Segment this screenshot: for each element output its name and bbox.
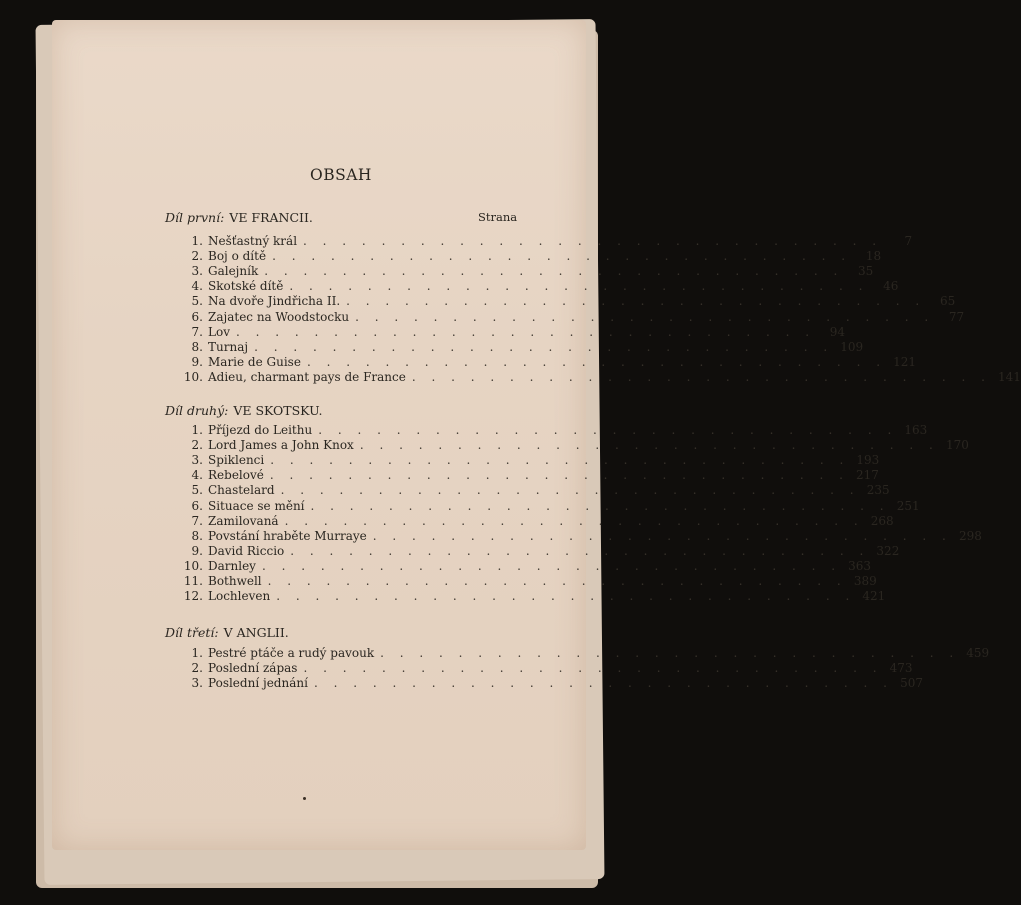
leader-dots: . . . . . . . . . . . . . . . . . . . . . . . . . . . . . . — [272, 249, 852, 264]
toc-entry — [170, 646, 990, 661]
entry-page: 217 — [856, 468, 879, 483]
section-part-label: Díl první: — [165, 210, 225, 225]
entry-title: Lov — [208, 324, 230, 339]
entry-number: 3. — [191, 453, 203, 468]
entry-number: 8. — [191, 339, 203, 354]
entry-title: Zajatec na Woodstocku — [208, 309, 350, 324]
entry-number: 11. — [183, 574, 203, 588]
leader-dots: . . . . . . . . . . . . . . . . . . . . . . . . . . . . . . — [306, 354, 887, 369]
section-title: VE FRANCII. — [229, 210, 313, 225]
entry-number: 3. — [191, 676, 203, 691]
entry-number: 2. — [191, 661, 203, 676]
section-title: VE SKOTSKU. — [233, 403, 323, 418]
entry-page: 322 — [876, 543, 900, 558]
leader-dots: . . . . . . . . . . . . . . . . . . . . . . . . . . . . . . — [359, 438, 939, 453]
section-title: V ANGLII. — [223, 625, 289, 640]
entry-title: Na dvoře Jindřicha II. — [208, 294, 341, 309]
entry-page: 46 — [883, 279, 899, 294]
entry-page: 507 — [900, 676, 923, 691]
section-heading-3 — [165, 625, 289, 640]
entry-title: Nešťastný král — [208, 234, 298, 248]
page-column-label: Strana — [478, 210, 518, 224]
entry-title: Poslední jednání — [208, 676, 308, 691]
leader-dots: . . . . . . . . . . . . . . . . . . . . . . . . . . . . . . — [290, 543, 870, 558]
entry-page: 18 — [865, 249, 882, 264]
leader-dots: . . . . . . . . . . . . . . . . . . . . . . . . . . . . . . — [303, 661, 883, 676]
leader-dots: . . . . . . . . . . . . . . . . . . . . . . . . . . . . . . — [269, 468, 849, 483]
leader-dots: . . . . . . . . . . . . . . . . . . . . . . . . . . . . . . — [318, 423, 898, 437]
entry-number: 3. — [191, 264, 203, 279]
entry-page: 77 — [948, 309, 965, 324]
toc-entry — [170, 483, 890, 498]
entry-page: 121 — [893, 354, 917, 369]
toc-entry — [170, 438, 969, 453]
toc-entry — [170, 676, 923, 691]
toc-entry — [170, 279, 899, 294]
toc-entry — [170, 324, 846, 340]
toc-entry — [170, 498, 920, 514]
entry-page: 170 — [945, 438, 969, 453]
entry-title: Marie de Guise — [208, 354, 301, 369]
toc-entry — [170, 294, 956, 309]
entry-page: 193 — [856, 453, 880, 468]
entry-title: Situace se mění — [208, 498, 305, 513]
entry-page: 268 — [870, 513, 894, 528]
toc-entry — [170, 234, 913, 249]
entry-page: 459 — [966, 646, 990, 660]
entry-title: David Riccio — [208, 543, 285, 558]
toc-entry — [170, 528, 982, 544]
ink-speck — [303, 797, 306, 800]
entry-title: Galejník — [208, 264, 259, 279]
page-title: OBSAH — [310, 166, 372, 184]
entry-page: 109 — [840, 339, 864, 354]
leader-dots: . . . . . . . . . . . . . . . . . . . . . . . . . . . . . . — [372, 528, 952, 543]
entry-page: 94 — [829, 324, 846, 339]
entry-title: Pestré ptáče a rudý pavouk — [208, 646, 375, 660]
entry-page: 363 — [848, 558, 872, 573]
entry-number: 12. — [183, 589, 203, 604]
entry-number: 1. — [191, 234, 203, 248]
entry-title: Lord James a John Knox — [208, 438, 354, 453]
entry-number: 7. — [191, 324, 203, 339]
entry-title: Rebelové — [208, 468, 264, 483]
entry-title: Chastelard — [208, 483, 275, 498]
entry-title: Lochleven — [208, 589, 271, 604]
section-part-label: Díl třetí: — [165, 625, 219, 640]
entry-number: 10. — [183, 369, 203, 384]
toc-entry — [170, 453, 880, 468]
entry-number: 2. — [191, 438, 203, 453]
entry-number: 10. — [183, 558, 203, 573]
entry-number: 5. — [191, 483, 203, 498]
entry-number: 1. — [191, 423, 203, 437]
entry-page: 7 — [904, 234, 913, 248]
leader-dots: . . . . . . . . . . . . . . . . . . . . . . . . . . . . . . — [261, 558, 842, 573]
entry-page: 141 — [998, 369, 1021, 384]
entry-title: Skotské dítě — [208, 279, 284, 294]
leader-dots: . . . . . . . . . . . . . . . . . . . . . . . . . . . . . . — [289, 279, 869, 294]
entry-page: 235 — [866, 483, 890, 498]
toc-entry — [170, 423, 928, 438]
entry-number: 8. — [191, 528, 203, 543]
toc-entry — [170, 309, 965, 325]
entry-title: Adieu, charmant pays de France — [208, 369, 406, 384]
entry-page: 251 — [896, 498, 920, 513]
entry-number: 4. — [191, 468, 203, 483]
leader-dots: . . . . . . . . . . . . . . . . . . . . . . . . . . . . . . — [254, 339, 834, 354]
entry-page: 389 — [853, 574, 877, 588]
entry-page: 35 — [858, 264, 874, 279]
toc-entry — [170, 558, 872, 574]
entry-page: 65 — [939, 294, 956, 309]
leader-dots: . . . . . . . . . . . . . . . . . . . . . . . . . . . . . . — [303, 234, 883, 248]
leader-dots: . . . . . . . . . . . . . . . . . . . . . . . . . . . . . . — [310, 498, 890, 513]
entry-number: 6. — [191, 498, 203, 513]
leader-dots: . . . . . . . . . . . . . . . . . . . . . . . . . . . . . . — [411, 369, 991, 384]
entry-title: Boj o dítě — [208, 249, 267, 264]
entry-page: 163 — [904, 423, 928, 437]
entry-number: 5. — [191, 294, 203, 309]
leader-dots: . . . . . . . . . . . . . . . . . . . . . . . . . . . . . . — [355, 309, 935, 324]
entry-title: Povstání hraběte Murraye — [208, 528, 367, 543]
leader-dots: . . . . . . . . . . . . . . . . . . . . . . . . . . . . . . — [346, 294, 926, 309]
entry-number: 9. — [191, 543, 203, 558]
toc-entry — [170, 264, 874, 279]
toc-entry — [170, 513, 894, 529]
leader-dots: . . . . . . . . . . . . . . . . . . . . . . . . . . . . . . — [267, 574, 847, 588]
toc-entry — [170, 354, 917, 370]
entry-number: 9. — [191, 354, 203, 369]
toc-entry — [170, 339, 864, 355]
leader-dots: . . . . . . . . . . . . . . . . . . . . . . . . . . . . . . — [380, 646, 960, 660]
section-heading-2 — [165, 403, 322, 418]
leader-dots: . . . . . . . . . . . . . . . . . . . . . . . . . . . . . . — [284, 513, 864, 528]
leader-dots: . . . . . . . . . . . . . . . . . . . . . . . . . . . . . . — [264, 264, 844, 279]
entry-title: Spiklenci — [208, 453, 265, 468]
entry-page: 298 — [958, 528, 982, 543]
leader-dots: . . . . . . . . . . . . . . . . . . . . . . . . . . . . . . — [280, 483, 860, 498]
entry-page: 421 — [862, 589, 886, 604]
entry-title: Poslední zápas — [208, 661, 298, 676]
entry-number: 7. — [191, 513, 203, 528]
leader-dots: . . . . . . . . . . . . . . . . . . . . . . . . . . . . . . — [276, 589, 856, 604]
toc-entry — [170, 589, 886, 604]
entry-page: 473 — [889, 661, 913, 676]
entry-number: 2. — [191, 249, 203, 264]
entry-title: Turnaj — [208, 339, 249, 354]
toc-entry — [170, 468, 879, 483]
toc-entry — [170, 369, 1021, 385]
entry-title: Darnley — [208, 558, 256, 573]
leader-dots: . . . . . . . . . . . . . . . . . . . . . . . . . . . . . . — [313, 676, 893, 691]
section-heading-1 — [165, 210, 313, 225]
toc-entry — [170, 249, 882, 264]
entry-title: Příjezd do Leithu — [208, 423, 313, 437]
entry-number: 6. — [191, 309, 203, 324]
entry-title: Zamilovaná — [208, 513, 279, 528]
toc-entry — [170, 543, 900, 559]
leader-dots: . . . . . . . . . . . . . . . . . . . . . . . . . . . . . . — [270, 453, 850, 468]
entry-title: Bothwell — [208, 574, 262, 588]
leader-dots: . . . . . . . . . . . . . . . . . . . . . . . . . . . . . . — [235, 324, 816, 339]
entry-number: 4. — [191, 279, 203, 294]
toc-entry — [170, 574, 877, 589]
toc-entry — [170, 661, 913, 676]
entry-number: 1. — [191, 646, 203, 660]
section-part-label: Díl druhý: — [165, 403, 229, 418]
